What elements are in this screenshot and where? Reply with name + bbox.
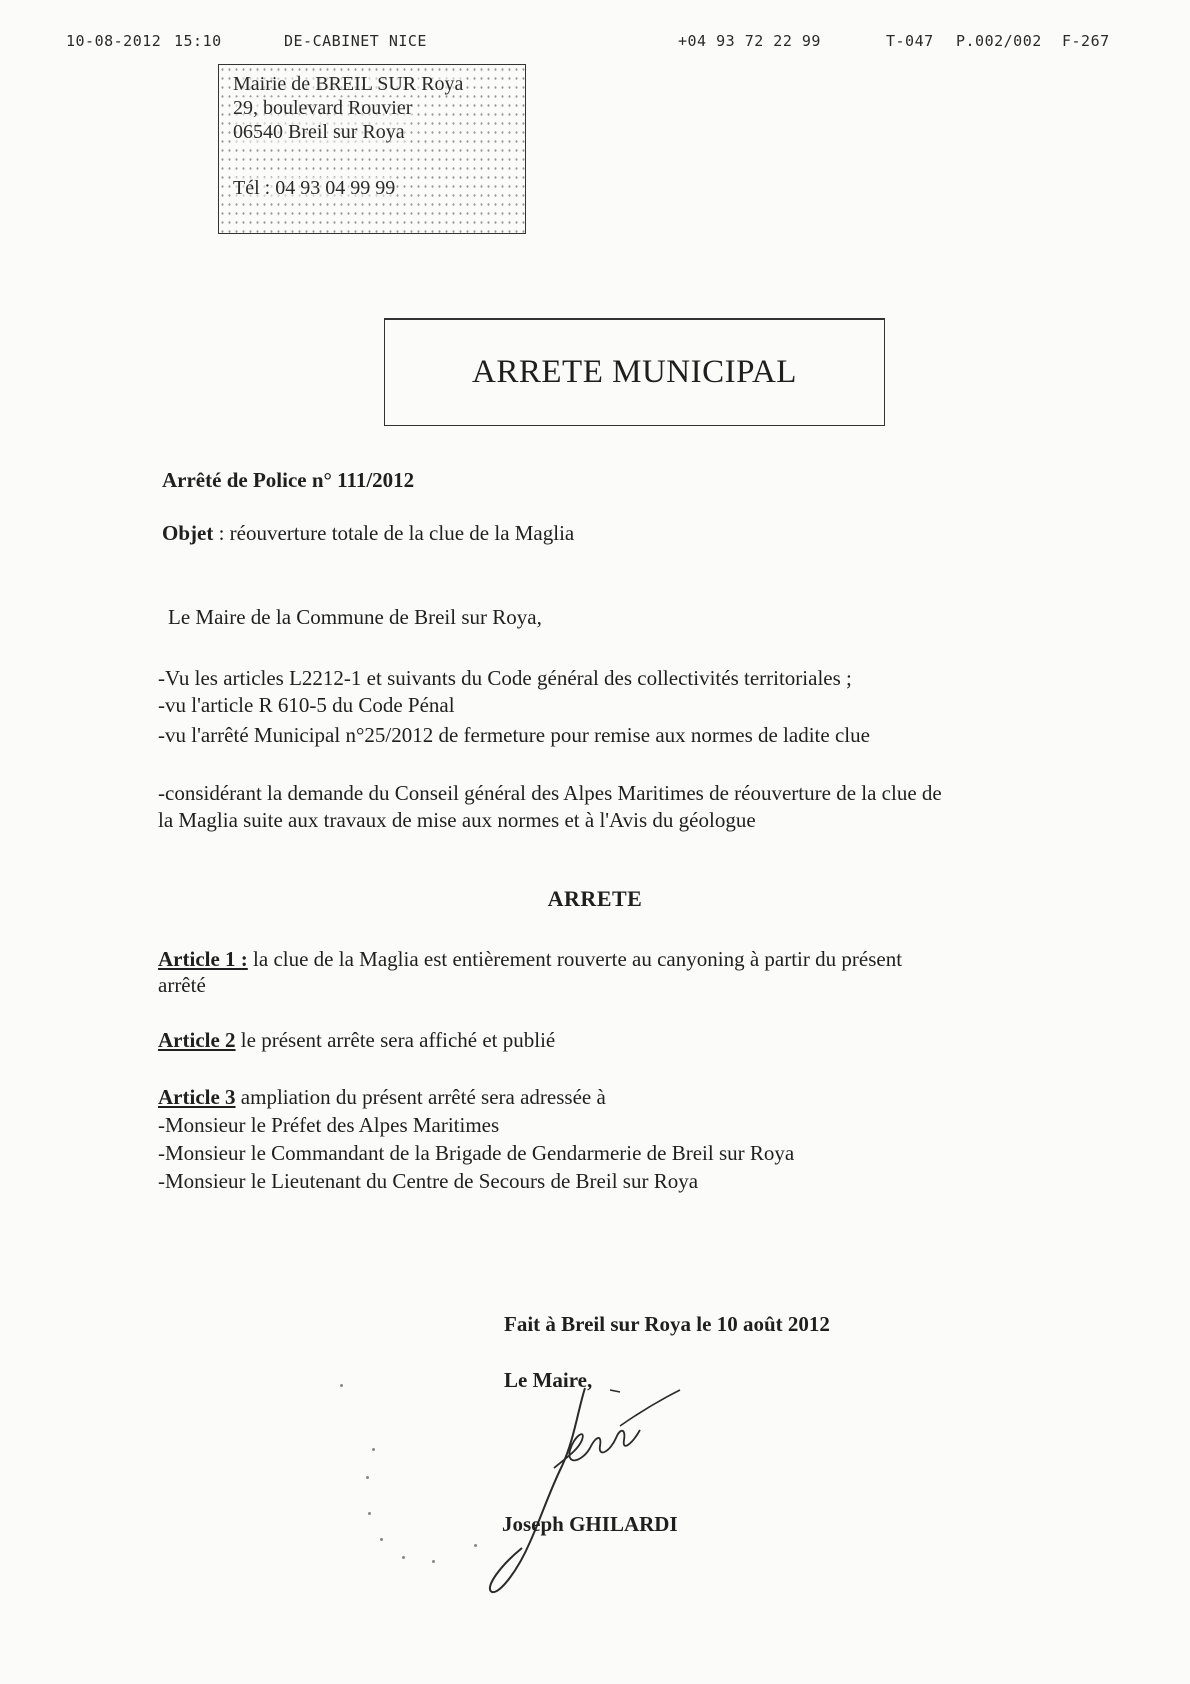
handwritten-signature [470, 1370, 730, 1610]
article-2-label: Article 2 [158, 1028, 236, 1052]
article-2-text: le présent arrête sera affiché et publié [235, 1028, 556, 1052]
article-1 [158, 946, 902, 973]
stamp-line-city: 06540 Breil sur Roya [233, 121, 405, 143]
fax-time: 15:10 [174, 32, 222, 50]
recipient-item: -Monsieur le Lieutenant du Centre de Secours de Breil sur Roya [158, 1169, 699, 1193]
fax-transmission-id: T-047 [886, 32, 934, 50]
arrete-heading: ARRETE [547, 886, 643, 911]
fax-phone: +04 93 72 22 99 [678, 32, 821, 50]
vu-item: -vu l'arrêté Municipal n°25/2012 de fermeture pour remise aux normes de ladite clue [158, 723, 870, 747]
intro-paragraph: Le Maire de la Commune de Breil sur Roya, [168, 605, 542, 629]
objet-line [162, 520, 574, 547]
article-1-label: Article 1 : [158, 947, 248, 971]
vu-item: -Vu les articles L2212-1 et suivants du Code général des collectivités territoriales ; [158, 666, 852, 690]
recipient-item: -Monsieur le Commandant de la Brigade de Gendarmerie de Breil sur Roya [158, 1141, 795, 1165]
article-1-text: la clue de la Maglia est entièrement rouverte au canyoning à partir du présent [247, 947, 903, 971]
recipient-item: -Monsieur le Préfet des Alpes Maritimes [158, 1113, 500, 1137]
objet-text: : réouverture totale de la clue de la Maglia [213, 521, 575, 545]
fax-page: P.002/002 [956, 32, 1042, 50]
seal-trace [380, 1538, 383, 1541]
article-3 [158, 1084, 606, 1111]
seal-trace [340, 1384, 343, 1387]
page-title: ARRETE MUNICIPAL [472, 354, 797, 390]
stamp-line-street: 29, boulevard Rouvier [233, 97, 413, 119]
title-box [384, 318, 885, 426]
vu-item: -vu l'article R 610-5 du Code Pénal [158, 693, 455, 717]
stamp-line-phone: Tél : 04 93 04 99 99 [233, 177, 396, 199]
seal-trace [402, 1556, 405, 1559]
signatory-name: Joseph GHILARDI [502, 1512, 678, 1536]
police-reference: Arrêté de Police n° 111/2012 [162, 468, 415, 492]
fax-sender: DE-CABINET NICE [284, 32, 427, 50]
considerant-line: la Maglia suite aux travaux de mise aux normes et à l'Avis du géologue [158, 808, 756, 832]
objet-label: Objet [162, 521, 214, 545]
article-1-continuation: arrêté [158, 973, 206, 997]
seal-trace [432, 1560, 435, 1563]
article-3-label: Article 3 [158, 1085, 236, 1109]
le-maire-label: Le Maire, [504, 1368, 593, 1392]
fait-a: Fait à Breil sur Roya le 10 août 2012 [504, 1312, 830, 1336]
article-2 [158, 1027, 555, 1054]
mairie-stamp [218, 64, 526, 234]
article-3-text: ampliation du présent arrêté sera adressée à [235, 1085, 606, 1109]
fax-date: 10-08-2012 [66, 32, 162, 50]
considerant-line: -considérant la demande du Conseil général des Alpes Maritimes de réouverture de la clue de [158, 781, 942, 805]
stamp-line-name: Mairie de BREIL SUR Roya [233, 73, 464, 95]
seal-trace [474, 1544, 477, 1547]
fax-id: F-267 [1062, 32, 1110, 50]
seal-trace [368, 1512, 371, 1515]
seal-trace [366, 1476, 369, 1479]
seal-trace [372, 1448, 375, 1451]
